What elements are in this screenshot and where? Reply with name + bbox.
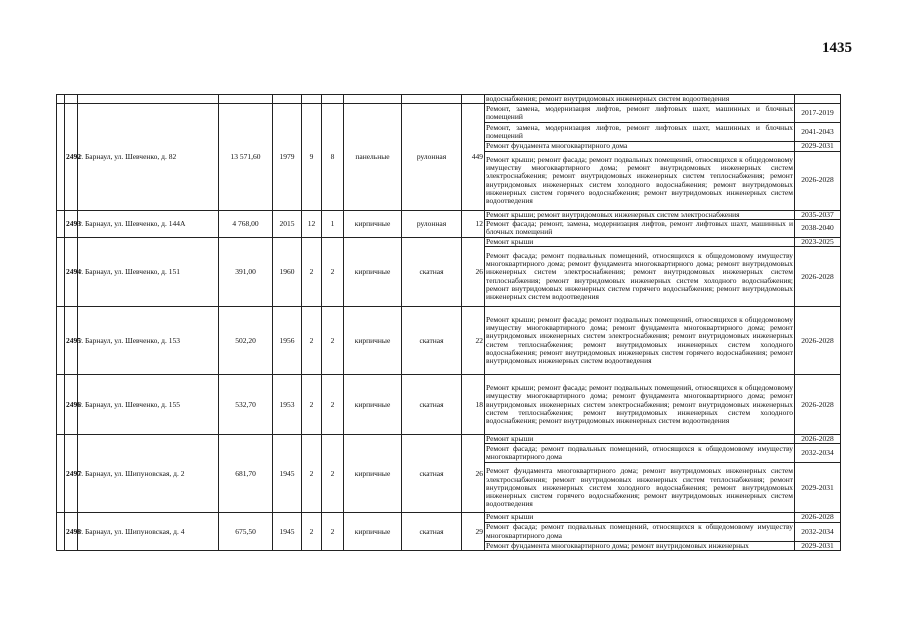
floors-cell: 2 [302,237,322,306]
address-cell: г. Барнаул, ул. Шевченко, д. 144А [78,210,219,237]
entrances-cell: 8 [322,104,344,210]
walls-cell: кирпичные [344,237,402,306]
entrances-cell: 1 [322,210,344,237]
table-row [57,375,841,435]
walls-cell: кирпичные [344,375,402,435]
walls-cell: кирпичные [344,513,402,551]
residents-cell: 449 [462,104,485,210]
cell-blank [302,95,322,104]
work-period: 2026-2028 [795,375,841,435]
walls-cell: кирпичные [344,210,402,237]
cell-blank [402,95,462,104]
residents-cell: 26 [462,237,485,306]
address-cell: г. Барнаул, ул. Шевченко, д. 153 [78,307,219,375]
area-cell: 532,70 [219,375,273,435]
cell-blank [57,95,65,104]
work-description: Ремонт крыши; ремонт фасада; ремонт подвальных помещений, относящихся к общедомовому имуществу многоквартирного дома; ремонт внутридомовых инженерных систем электроснабжения; ремонт внутридомовых инженерных систем теплоснабжения; ремонт внутридомовых инженерных систем холодного водоснабжения; ремонт внутридомовых инженерных систем горячего водоснабжения; ремонт внутридомовых инженерных систем водоотведения [485,151,795,210]
entrances-cell: 2 [322,307,344,375]
floors-cell: 2 [302,375,322,435]
cell-blank [57,237,65,306]
row-number: 2496 [65,375,78,435]
area-cell: 13 571,60 [219,104,273,210]
work-period: 2017-2019 [795,104,841,123]
entrances-cell: 2 [322,435,344,513]
year-cell: 1953 [273,375,302,435]
cell-blank [57,375,65,435]
residents-cell: 26 [462,435,485,513]
row-number: 2498 [65,513,78,551]
work-description: Ремонт фасада; ремонт, замена, модернизация лифтов, ремонт лифтовых шахт, машинных и блочных помещений [486,219,793,237]
year-cell: 1956 [273,307,302,375]
cell-blank [57,210,65,237]
work-description: Ремонт фундамента многоквартирного дома; ремонт внутридомовых инженерных [485,541,795,550]
area-cell: 681,70 [219,435,273,513]
cell-blank [57,104,65,210]
address-cell: г. Барнаул, ул. Шипуновская, д. 4 [78,513,219,551]
work-description: Ремонт фасада; ремонт подвальных помещений, относящихся к общедомовому имуществу многоквартирного дома [486,522,793,540]
roof-cell: скатная [402,237,462,306]
work-period: 2029-2031 [795,541,841,550]
row-number: 2493 [65,210,78,237]
work-period: 2026-2028 [795,435,841,444]
address-cell: г. Барнаул, ул. Шевченко, д. 155 [78,375,219,435]
work-description: Ремонт фасада; ремонт подвальных помещений, относящихся к общедомовому имуществу многоквартирного дома [486,444,793,462]
work-description: Ремонт крыши [485,513,795,522]
floors-cell: 2 [302,435,322,513]
cell-blank [57,435,65,513]
cell-blank [344,95,402,104]
residents-cell: 12 [462,210,485,237]
year-cell: 1979 [273,104,302,210]
work-description: Ремонт фундамента многоквартирного дома; ремонт внутридомовых инженерных систем электроснабжения; ремонт внутридомовых инженерных систем теплоснабжения; ремонт внутридомовых инженерных систем холодного водоснабжения; ремонт внутридомовых инженерных систем горячего водоснабжения; ремонт внутридомовых инженерных систем водоотведения [485,463,795,513]
work-period: 2026-2028 [795,513,841,522]
cell-blank [462,95,485,104]
work-period: 2026-2028 [795,307,841,375]
row-number: 2494 [65,237,78,306]
area-cell: 675,50 [219,513,273,551]
area-cell: 4 768,00 [219,210,273,237]
year-cell: 1945 [273,513,302,551]
floors-cell: 12 [302,210,322,237]
work-description: Ремонт фасада; ремонт подвальных помещений, относящихся к общедомовому имуществу многоквартирного дома; ремонт фундамента многоквартирного дома; ремонт внутридомовых инженерных систем электроснабжения; ремонт внутридомовых инженерных систем теплоснабжения; ремонт внутридомовых инженерных систем холодного водоснабжения; ремонт внутридомовых инженерных систем горячего водоснабжения; ремонт внутридомовых инженерных систем водоотведения [485,247,795,307]
entrances-cell: 2 [322,375,344,435]
cell-blank [57,307,65,375]
row-number: 2492 [65,104,78,210]
year-cell: 1960 [273,237,302,306]
table-row [57,210,841,219]
table-row [57,237,841,246]
continuation-row [57,95,841,104]
entrances-cell: 2 [322,513,344,551]
work-description: Ремонт фундамента многоквартирного дома [485,142,795,151]
year-cell: 1945 [273,435,302,513]
row-number: 2495 [65,307,78,375]
area-cell: 391,00 [219,237,273,306]
floors-cell: 2 [302,307,322,375]
residents-cell: 18 [462,375,485,435]
table-row [57,435,841,444]
work-period: 2029-2031 [795,463,841,513]
work-description: Ремонт крыши [485,237,795,246]
work-description: Ремонт крыши; ремонт внутридомовых инженерных систем электроснабжения [485,210,795,219]
table-row [57,513,841,522]
work-period: 2023-2025 [795,237,841,246]
cell-blank [65,95,78,104]
residents-cell: 22 [462,307,485,375]
entrances-cell: 2 [322,237,344,306]
table-row [57,104,841,123]
cell-blank [322,95,344,104]
cell-blank [273,95,302,104]
cell-blank [57,513,65,551]
walls-cell: кирпичные [344,435,402,513]
work-description: Ремонт, замена, модернизация лифтов, ремонт лифтовых шахт, машинных и блочных помещений [486,123,793,141]
cell-blank [219,95,273,104]
continuation-work-text: водоснабжения; ремонт внутридомовых инженерных систем водоотведения [485,95,795,104]
floors-cell: 2 [302,513,322,551]
area-cell: 502,20 [219,307,273,375]
continuation-period [795,95,841,104]
table-row [57,307,841,375]
cell-blank [78,95,219,104]
work-period: 2038-2040 [795,219,841,237]
address-cell: г. Барнаул, ул. Шевченко, д. 82 [78,104,219,210]
row-number: 2497 [65,435,78,513]
year-cell: 2015 [273,210,302,237]
roof-cell: рулонная [402,104,462,210]
walls-cell: кирпичные [344,307,402,375]
roof-cell: скатная [402,307,462,375]
work-period: 2041-2043 [795,123,841,142]
work-description: Ремонт крыши [485,435,795,444]
roof-cell: скатная [402,375,462,435]
work-description: Ремонт крыши; ремонт фасада; ремонт подвальных помещений, относящихся к общедомовому имуществу многоквартирного дома; ремонт фундамента многоквартирного дома; ремонт внутридомовых инженерных систем электроснабжения; ремонт внутридомовых инженерных систем теплоснабжения; ремонт внутридомовых инженерных систем холодного водоснабжения; ремонт внутридомовых инженерных систем водоотведения [485,375,795,435]
work-period: 2026-2028 [795,247,841,307]
residents-cell: 29 [462,513,485,551]
work-period: 2026-2028 [795,151,841,210]
page-number: 1435 [822,40,852,56]
capital-repair-table [56,94,841,551]
address-cell: г. Барнаул, ул. Шипуновская, д. 2 [78,435,219,513]
work-period: 2032-2034 [795,444,841,463]
work-period: 2035-2037 [795,210,841,219]
floors-cell: 9 [302,104,322,210]
work-period: 2032-2034 [795,522,841,541]
roof-cell: скатная [402,513,462,551]
address-cell: г. Барнаул, ул. Шевченко, д. 151 [78,237,219,306]
work-description: Ремонт крыши; ремонт фасада; ремонт подвальных помещений, относящихся к общедомовому имуществу многоквартирного дома; ремонт фундамента многоквартирного дома; ремонт внутридомовых инженерных систем электроснабжения; ремонт внутридомовых инженерных систем теплоснабжения; ремонт внутридомовых инженерных систем холодного водоснабжения; ремонт внутридомовых инженерных систем горячего водоснабжения; ремонт внутридомовых инженерных систем водоотведения [485,307,795,375]
work-period: 2029-2031 [795,142,841,151]
work-description: Ремонт, замена, модернизация лифтов, ремонт лифтовых шахт, машинных и блочных помещений [486,104,793,122]
walls-cell: панельные [344,104,402,210]
roof-cell: скатная [402,435,462,513]
roof-cell: рулонная [402,210,462,237]
